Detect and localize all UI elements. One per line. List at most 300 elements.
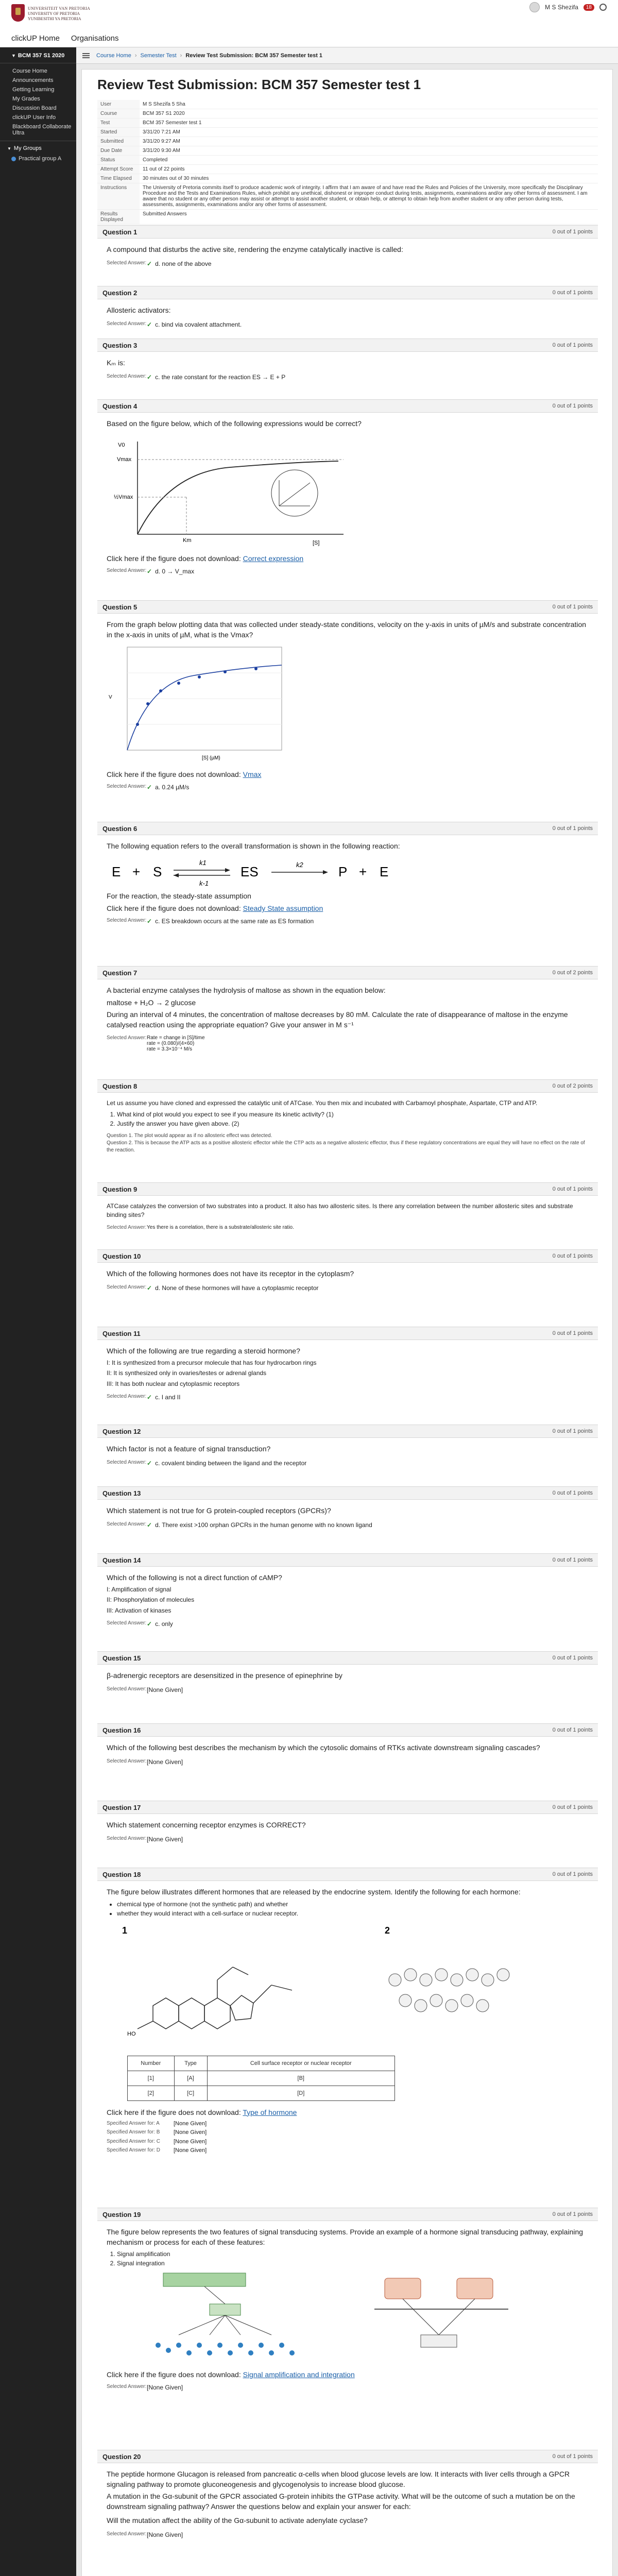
question-number: Question 15 (102, 1654, 141, 1662)
notification-badge[interactable]: 18 (583, 4, 594, 11)
selected-answer-label: Selected Answer: (107, 260, 147, 266)
table-header-row (128, 2056, 395, 2071)
summary-key: Started (97, 128, 140, 137)
summary-key: User (97, 100, 140, 109)
summary-value: BCM 357 S1 2020 (140, 109, 598, 118)
chevron-down-icon: ▼ (7, 146, 11, 151)
question-number: Question 11 (102, 1329, 141, 1337)
sidebar-group-item[interactable] (0, 156, 76, 166)
group-item-label: Practical group A (19, 156, 62, 162)
selected-answer-label: Selected Answer: (107, 784, 147, 790)
answer-mark-icon: ✓ (147, 918, 152, 925)
answer-mark-icon: ✓ (147, 1393, 152, 1401)
selected-answer-label: Selected Answer: (107, 1835, 147, 1841)
question-points: 0 out of 1 points (552, 1655, 593, 1661)
selected-answer (107, 321, 589, 328)
question-body (97, 1881, 598, 2160)
equation-text: maltose + H₂O → 2 glucose (107, 998, 196, 1007)
selected-answer-label: Selected Answer: (107, 1620, 147, 1626)
sidebar-item-user-info[interactable]: clickUP User Info (12, 114, 56, 121)
course-sidebar (0, 47, 76, 2576)
selected-answer (107, 260, 589, 267)
response-box (421, 2335, 457, 2347)
question-header (97, 1651, 598, 1665)
question-points: 0 out of 2 points (552, 970, 593, 976)
statement: I: Amplification of signal (107, 1585, 171, 1593)
question-points: 0 out of 1 points (552, 1330, 593, 1336)
question-points: 0 out of 1 points (552, 1490, 593, 1496)
spec-value: [None Given] (174, 2138, 207, 2145)
eq-s: S (153, 863, 162, 879)
answer-mark-icon: ✓ (147, 784, 152, 791)
question-list (107, 1900, 589, 1918)
michaelis-menten-figure (107, 431, 354, 550)
summary-row (97, 165, 598, 174)
course-name: BCM 357 S1 2020 (18, 53, 65, 59)
data-point (254, 667, 258, 670)
selected-answer (107, 1394, 589, 1401)
figure-link-prefix: Click here if the figure does not download: (107, 904, 241, 913)
peptide-chain (389, 1969, 509, 2012)
half-vmax-label: ½Vmax (114, 494, 133, 500)
selected-answer-label: Selected Answer: (107, 1521, 147, 1527)
product-dots (156, 2343, 295, 2355)
signal-2-box (457, 2278, 493, 2299)
question-number: Question 2 (102, 289, 138, 297)
sidebar-item-course-home[interactable]: Course Home (12, 68, 47, 74)
km-label: Km (183, 537, 192, 544)
question-header (97, 822, 598, 835)
question-block (97, 1553, 598, 1632)
summary-key: Results Displayed (97, 210, 140, 225)
selected-answer-value: c. ES breakdown occurs at the same rate as ES formation (155, 918, 314, 925)
k1-label: k1 (199, 858, 207, 867)
question-text: Which statement is not true for G protein-coupled receptors (GPCRs)? (107, 1506, 331, 1515)
question-number: Question 10 (102, 1252, 141, 1260)
table-row (128, 2071, 395, 2086)
question-text: A bacterial enzyme catalyses the hydrolysis of maltose as shown in the equation below: (107, 986, 386, 994)
summary-row (97, 100, 598, 109)
eq-e: E (112, 863, 121, 879)
summary-key: Status (97, 156, 140, 165)
sidebar-item-my-grades[interactable]: My Grades (12, 96, 40, 102)
selected-answer-value: [None Given] (147, 1686, 183, 1693)
saturation-curve (138, 461, 338, 534)
selected-answer (107, 784, 589, 791)
statement: II: Phosphorylation of molecules (107, 1596, 195, 1604)
statement: III: Activation of kinases (107, 1607, 171, 1615)
submission-summary (97, 100, 598, 225)
selected-answer-value: c. the rate constant for the reaction ES → E + P (155, 373, 286, 381)
selected-answer-value: [None Given] (147, 1758, 183, 1766)
question-block (97, 338, 598, 385)
hormone-2-label: 2 (385, 1925, 390, 1936)
question-header (97, 1182, 598, 1196)
question-header (97, 338, 598, 352)
sidebar-my-groups[interactable] (0, 141, 76, 156)
question-number: Question 16 (102, 1726, 141, 1734)
question-body (97, 835, 598, 929)
question-body (97, 299, 598, 332)
question-header (97, 1079, 598, 1093)
table-row (128, 2086, 395, 2100)
question-block (97, 1868, 598, 2160)
summary-value: 11 out of 22 points (140, 165, 598, 174)
specified-answer-row (107, 2120, 589, 2129)
selected-answer (107, 568, 589, 575)
sidebar-item-collaborate[interactable]: Blackboard Collaborate Ultra (12, 124, 72, 136)
selected-answer-value: d. None of these hormones will have a cytoplasmic receptor (155, 1284, 319, 1292)
selected-answer (107, 1836, 589, 1843)
summary-key: Instructions (97, 183, 140, 210)
specified-answers (107, 2120, 589, 2156)
breadcrumb-semester-test[interactable]: Semester Test (140, 52, 177, 59)
question-body (97, 2221, 598, 2395)
selected-answer (107, 1686, 589, 1693)
question-header (97, 286, 598, 299)
summary-key: Course (97, 109, 140, 118)
eq-e2: E (380, 863, 389, 879)
figure-link[interactable]: Type of hormone (243, 2108, 297, 2116)
figure-link-line (107, 2370, 589, 2379)
selected-answer-label: Selected Answer: (107, 1224, 147, 1230)
summary-row (97, 118, 598, 128)
question-text: Which of the following are true regarding a steroid hormone? (107, 1347, 300, 1355)
question-text: Which of the following hormones does not have its receptor in the cytoplasm? (107, 1269, 354, 1278)
k2-label: k2 (296, 860, 303, 869)
summary-value: 30 minutes out of 30 minutes (140, 174, 598, 183)
question-block (97, 1079, 598, 1158)
selected-answer-value: d. none of the above (155, 260, 212, 267)
question-list (107, 1110, 589, 1128)
summary-value: 3/31/20 9:27 AM (140, 137, 598, 146)
eq-p: P (338, 863, 348, 879)
question-body (97, 1814, 598, 1847)
sidebar-course-title[interactable] (0, 47, 76, 63)
question-number: Question 7 (102, 969, 138, 977)
question-block (97, 2208, 598, 2395)
question-points: 0 out of 1 points (552, 2211, 593, 2217)
question-body (97, 1737, 598, 1770)
figure-link-line (107, 554, 589, 563)
figure-link-prefix: Click here if the figure does not download: (107, 2370, 241, 2379)
figure-link[interactable]: Steady State assumption (243, 904, 323, 913)
question-number: Question 5 (102, 603, 138, 611)
question-list-item: 2. Justify the answer you have given above. (2) (117, 1119, 589, 1128)
question-block (97, 1801, 598, 1847)
question-block (97, 1651, 598, 1698)
crest-icon (11, 4, 25, 22)
statement: III: It has both nuclear and cytoplasmic receptors (107, 1380, 240, 1388)
selected-answer-value: c. only (155, 1620, 173, 1628)
question-body (97, 1438, 598, 1471)
question-text: Allosteric activators: (107, 306, 171, 314)
selected-answer-label: Selected Answer: (107, 2531, 147, 2537)
selected-answer-label: Selected Answer: (107, 1393, 147, 1399)
question-block (97, 600, 598, 795)
question-body (97, 1665, 598, 1698)
question-header (97, 1868, 598, 1881)
summary-key: Attempt Score (97, 165, 140, 174)
question-block (97, 1327, 598, 1405)
question-points: 0 out of 1 points (552, 403, 593, 409)
user-name[interactable]: M S Shezifa (545, 4, 578, 11)
selected-answer-value: Yes there is a correlation, there is a substrate/allosteric site ratio. (147, 1224, 294, 1230)
question-points: 0 out of 1 points (552, 1428, 593, 1434)
question-block (97, 822, 598, 929)
selected-answer-label: Selected Answer: (107, 1686, 147, 1692)
question-block (97, 286, 598, 332)
selected-answer (107, 1225, 589, 1230)
summary-row (97, 210, 598, 225)
data-point (177, 682, 180, 685)
logo-line-3: YUNIBESITHI YA PRETORIA (28, 16, 81, 21)
sidebar-item-discussion-board[interactable]: Discussion Board (12, 105, 57, 111)
data-point (159, 689, 162, 692)
eq-plus: + (359, 863, 367, 879)
question-body (97, 1340, 598, 1405)
eq-plus: + (132, 863, 141, 879)
question-points: 0 out of 1 points (552, 342, 593, 348)
summary-key: Time Elapsed (97, 174, 140, 183)
x-axis-label: [S] (313, 539, 320, 546)
arrowhead (225, 868, 230, 872)
answer-mark-icon: ✓ (147, 1284, 152, 1292)
question-number: Question 9 (102, 1185, 138, 1193)
question-number: Question 6 (102, 824, 138, 833)
reaction-equation (107, 854, 416, 890)
question-points: 0 out of 1 points (552, 2453, 593, 2460)
selected-answer-label: Selected Answer: (107, 1035, 147, 1041)
question-header (97, 1723, 598, 1737)
question-number: Question 3 (102, 341, 138, 349)
question-header (97, 1327, 598, 1340)
question-text: Which factor is not a feature of signal transduction? (107, 1445, 271, 1453)
nav-organisations-tab[interactable]: Organisations (71, 34, 119, 43)
question-body (97, 1263, 598, 1296)
user-menu[interactable] (529, 2, 607, 12)
x-axis-label: [S] (µM) (202, 755, 220, 761)
selected-answer-value: d. 0 → V_max (155, 567, 195, 575)
summary-row (97, 109, 598, 118)
question-body (97, 1093, 598, 1158)
question-text: Which statement concerning receptor enzymes is CORRECT? (107, 1821, 306, 1829)
university-logo[interactable] (11, 4, 91, 29)
question-block (97, 1486, 598, 1533)
figure-link[interactable]: Signal amplification and integration (243, 2370, 355, 2379)
y-axis-label: V (109, 694, 112, 701)
question-text: β-adrenergic receptors are desensitized in the presence of epinephrine by (107, 1671, 342, 1680)
answer-mark-icon: ✓ (147, 373, 152, 381)
figure-link-line (107, 2108, 589, 2116)
hormone-1-label: 1 (122, 1925, 128, 1936)
question-list-item: 1. Signal amplification (117, 2249, 589, 2259)
logo-line-2: UNIVERSITY OF PRETORIA (28, 11, 80, 16)
summary-value: The University of Pretoria commits itself to produce academic work of integrity. I affirm that I am aware of and have read the Rules and Policies of the University, more specifically the Disciplinary Procedure and the Tests and Examinations Rules, which prohibit any unethical, dishonest or improper conduct during tests, assignments, examinations and/or any other forms of assessment. I am aware that no student or any other person may assist or attempt to assist another student, or obtain help, or attempt to obtain help from another student or any other person during tests, assessments, assignments, examinations and/or any other forms of assessment. (140, 183, 598, 210)
question-text-3: Will the mutation affect the ability of the Gα-subunit to activate adenylate cyclase? (107, 2516, 368, 2525)
selected-answer-label: Selected Answer: (107, 320, 147, 327)
question-list-item: 2. Signal integration (117, 2259, 589, 2268)
table-header: Type (174, 2056, 207, 2071)
statement: I: It is synthesized from a precursor molecule that has four hydrocarbon rings (107, 1359, 317, 1366)
figure-link[interactable]: Correct expression (243, 554, 304, 563)
question-block (97, 966, 598, 1056)
question-text: Which of the following best describes the mechanism by which the cytosolic domains of RTKs activate downstream signaling cascades? (107, 1743, 540, 1752)
selected-answer-value: [None Given] (147, 2531, 183, 2538)
question-block (97, 2450, 598, 2543)
question-number: Question 4 (102, 402, 138, 410)
spec-label: Specified Answer for: C (107, 2138, 160, 2144)
question-header (97, 1801, 598, 1814)
question-body (97, 413, 598, 579)
question-body (97, 979, 598, 1056)
selected-answer (107, 374, 589, 381)
selected-answer (107, 1521, 589, 1529)
velocity-plot (107, 642, 292, 766)
selected-answer-value: a. 0.24 µM/s (155, 784, 190, 791)
table-cell: [C] (174, 2086, 207, 2100)
figure-link-line (107, 770, 589, 778)
selected-answer (107, 1035, 589, 1052)
selected-answer-label: Selected Answer: (107, 373, 147, 379)
question-text: The following equation refers to the overall transformation is shown in the following reaction: (107, 842, 400, 850)
answer-mark-icon: ✓ (147, 320, 152, 328)
selected-answer (107, 1758, 589, 1766)
answer-mark-icon: ✓ (147, 260, 152, 267)
question-points: 0 out of 1 points (552, 1804, 593, 1810)
data-point (198, 675, 201, 679)
breadcrumb-home[interactable]: Course Home (96, 52, 131, 59)
avatar (529, 2, 540, 12)
chevron-down-icon: ▼ (11, 53, 16, 58)
selected-answer-label: Selected Answer: (107, 1459, 147, 1465)
question-header (97, 600, 598, 614)
spec-value: [None Given] (174, 2129, 207, 2136)
summary-value: M S Shezifa 5 Sha (140, 100, 598, 109)
spec-label: Specified Answer for: A (107, 2120, 160, 2126)
table-header: Cell surface receptor or nuclear receptor (207, 2056, 394, 2071)
sidebar-item-announcements[interactable]: Announcements (12, 77, 54, 83)
question-points: 0 out of 1 points (552, 1186, 593, 1192)
sidebar-item-getting-learning[interactable]: Getting Learning (12, 87, 55, 93)
question-text: The figure below illustrates different hormones that are released by the endocrine system. Identify the following for each hormone: (107, 1888, 521, 1896)
question-header (97, 2450, 598, 2463)
question-points: 0 out of 1 points (552, 825, 593, 832)
selected-answer (107, 1460, 589, 1467)
question-header (97, 1486, 598, 1500)
table-cell: [2] (128, 2086, 175, 2100)
question-text: From the graph below plotting data that was collected under steady-state conditions, velocity on the y-axis in units of µM/s and substrate concentration in the x-axis in units of µM, what is the Vmax? (107, 620, 587, 639)
selected-answer-label: Selected Answer: (107, 918, 147, 924)
steroid-structure (138, 1967, 292, 2029)
hormone-structures-figure (107, 1918, 570, 2047)
main-content (76, 47, 618, 2576)
figure-link-line (107, 904, 589, 912)
table-cell: [1] (128, 2071, 175, 2086)
selected-answer-label: Selected Answer: (107, 567, 147, 573)
summary-row (97, 183, 598, 210)
question-header (97, 225, 598, 239)
selected-answer-value: c. I and II (155, 1393, 181, 1401)
question-header (97, 2208, 598, 2221)
review-page (81, 69, 613, 2576)
question-block (97, 225, 598, 272)
question-text: Let us assume you have cloned and expressed the catalytic unit of ATCase. You then mix and incubated with Carbamoyl phosphate, Aspartate, CTP and ATP. (107, 1099, 538, 1107)
question-number: Question 20 (102, 2452, 141, 2461)
selected-answer-value: Rate = change in [S]/time rate = (0.080)/(4×60) rate = 3.3×10⁻⁴ M/s (147, 1035, 205, 1053)
question-points: 0 out of 1 points (552, 1557, 593, 1563)
figure-link-prefix: Click here if the figure does not download: (107, 554, 241, 563)
question-list-item: • chemical type of hormone (not the synthetic path) and whether (117, 1900, 589, 1909)
integration-paths (403, 2299, 475, 2335)
question-header (97, 1553, 598, 1567)
breadcrumb-separator: › (134, 52, 137, 59)
question-points: 0 out of 1 points (552, 1253, 593, 1259)
summary-row (97, 174, 598, 183)
question-text: ATCase catalyzes the conversion of two substrates into a product. It also has two allosteric sites. Is there any correlation between the number allosteric sites and substrate binding sites? (107, 1202, 573, 1218)
question-block (97, 1723, 598, 1770)
summary-row (97, 137, 598, 146)
oh-label: HO (127, 2030, 136, 2037)
signal-1-box (385, 2278, 421, 2299)
summary-row (97, 146, 598, 156)
breadcrumb (76, 47, 618, 64)
selected-answer (107, 918, 589, 925)
selected-answer-label: Selected Answer: (107, 1758, 147, 1764)
question-list-item: 1. What kind of plot would you expect to see if you measure its kinetic activity? (1) (117, 1110, 589, 1119)
table-cell: [D] (207, 2086, 394, 2100)
power-icon[interactable] (599, 4, 607, 11)
question-body (97, 1500, 598, 1533)
menu-icon[interactable] (82, 53, 90, 58)
answer-mark-icon: ✓ (147, 567, 152, 575)
summary-key: Submitted (97, 137, 140, 146)
selected-answer (107, 2531, 589, 2538)
summary-key: Due Date (97, 146, 140, 156)
nav-home-tab[interactable]: clickUP Home (11, 34, 60, 43)
top-bar (0, 0, 618, 47)
summary-row (97, 128, 598, 137)
table-header: Number (128, 2056, 175, 2071)
spec-label: Specified Answer for: B (107, 2129, 160, 2136)
question-block (97, 1425, 598, 1471)
summary-value: 3/31/20 9:30 AM (140, 146, 598, 156)
question-text: The peptide hormone Glucagon is released from pancreatic α-cells when blood glucose levels are low. It interacts with liver cells through a GPCR signaling pathway to promote gluconeogenesis and glycogenolysis to increase blood glucose. (107, 2470, 570, 2488)
breadcrumb-current: Review Test Submission: BCM 357 Semester test 1 (185, 52, 323, 59)
question-header (97, 966, 598, 979)
table-cell: [B] (207, 2071, 394, 2086)
k-1-label: k-1 (199, 879, 209, 887)
selected-answer (107, 1620, 589, 1628)
page-title: Review Test Submission: BCM 357 Semester test 1 (97, 77, 421, 92)
selected-answer-label: Selected Answer: (107, 2384, 147, 2390)
question-header (97, 1249, 598, 1263)
figure-link[interactable]: Vmax (243, 770, 262, 779)
selected-answer (107, 1284, 589, 1292)
selected-answer-value: [None Given] (147, 1835, 183, 1843)
question-text: Based on the figure below, which of the following expressions would be correct? (107, 419, 362, 428)
question-body (97, 352, 598, 385)
specified-answer-row (107, 2146, 589, 2156)
question-text-2: During an interval of 4 minutes, the concentration of maltose decreases by 80 mM. Calculate the rate of disappearance of maltose in the enzyme catalysed reaction using the appropriate equation? Give your answer in M s⁻¹ (107, 1010, 568, 1029)
selected-answer-value: Question 1. The plot would appear as if no allosteric effect was detected. Question 2. This is because the ATP acts as a positive allosteric effector while the CTP acts as a negative allosteric effector, thus if these regulatory concentrations are equal they will have no effect on the rate of the reaction. (107, 1132, 585, 1153)
question-body (97, 2463, 598, 2543)
summary-value: Completed (140, 156, 598, 165)
question-block (97, 1182, 598, 1234)
logo-line-1: UNIVERSITEIT VAN PRETORIA (28, 6, 91, 11)
figure-link-prefix: Click here if the figure does not download: (107, 770, 241, 779)
question-number: Question 14 (102, 1556, 141, 1564)
